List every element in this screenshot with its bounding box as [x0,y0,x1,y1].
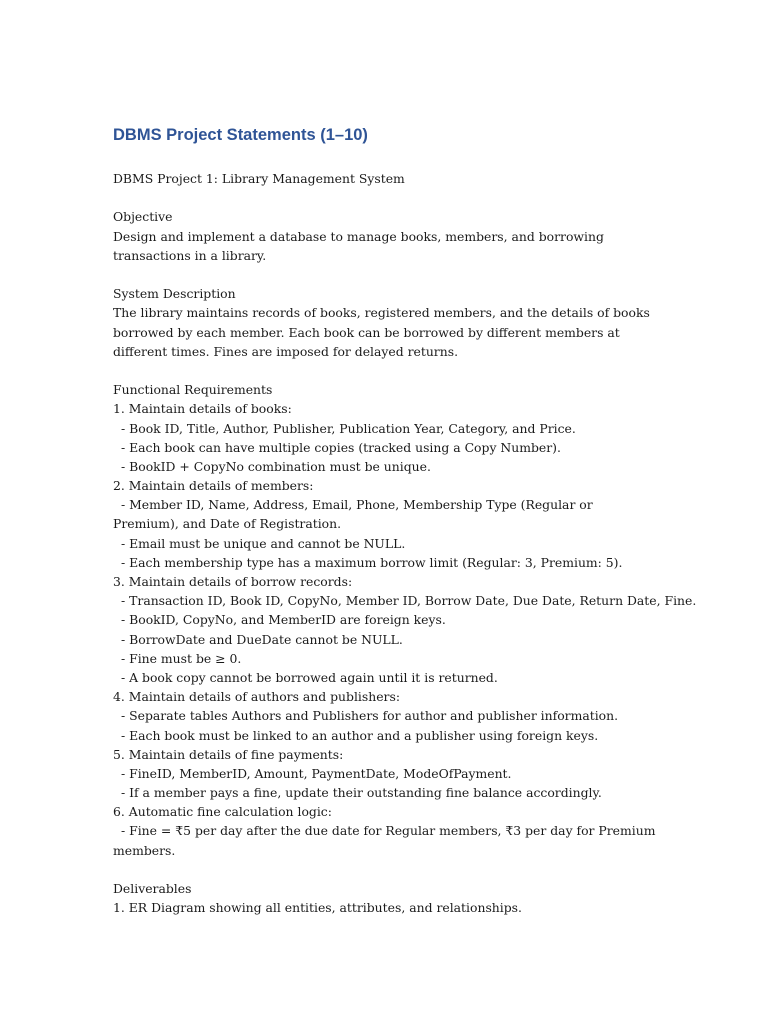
document-content [113,124,697,917]
spacer [113,361,658,380]
requirement-detail: - Member ID, Name, Address, Email, Phone, Membership Type (Regular or Premium), and Date of Registration. [113,497,593,532]
spacer [113,860,658,879]
document-title: DBMS Project Statements (1–10) [113,126,368,144]
requirement-detail: - Each book must be linked to an author and a publisher using foreign keys. [121,727,599,743]
spacer [113,265,658,284]
requirement-item: 5. Maintain details of fine payments: [113,746,344,762]
system-description-text: The library maintains records of books, registered members, and the details of books borrowed by each member. Each book can be borrowed by different members at different times. Fines are imposed for delayed returns. [113,305,650,359]
objective-heading: Objective [113,209,173,225]
requirement-item: 3. Maintain details of borrow records: [113,574,353,590]
requirement-detail: - Book ID, Title, Author, Publisher, Publication Year, Category, and Price. [121,420,576,436]
requirement-detail: - BookID, CopyNo, and MemberID are foreign keys. [121,612,446,628]
requirement-detail: - Email must be unique and cannot be NULL. [121,535,406,551]
requirement-detail: - Fine must be ≥ 0. [121,650,242,666]
spacer [113,188,658,207]
requirement-detail: - A book copy cannot be borrowed again until it is returned. [121,669,498,685]
requirement-detail: - BorrowDate and DueDate cannot be NULL. [121,631,403,647]
requirement-detail: - Each membership type has a maximum borrow limit (Regular: 3, Premium: 5). [121,554,623,570]
requirement-detail: - Transaction ID, Book ID, CopyNo, Member ID, Borrow Date, Due Date, Return Date, Fine. [121,593,697,609]
requirement-item: 6. Automatic fine calculation logic: [113,804,332,820]
requirement-detail: - FineID, MemberID, Amount, PaymentDate, ModeOfPayment. [121,765,512,781]
requirement-detail: - Each book can have multiple copies (tracked using a Copy Number). [121,439,561,455]
requirement-detail: - Fine = ₹5 per day after the due date for Regular members, ₹3 per day for Premium members. [113,823,656,858]
objective-text: Design and implement a database to manage books, members, and borrowing transactions in a library. [113,228,604,263]
document-body [113,169,697,917]
system-description-heading: System Description [113,286,236,302]
requirement-item: 1. Maintain details of books: [113,401,292,417]
deliverable-item: 1. ER Diagram showing all entities, attributes, and relationships. [113,900,522,916]
requirement-detail: - If a member pays a fine, update their outstanding fine balance accordingly. [121,785,602,801]
requirement-detail: - BookID + CopyNo combination must be unique. [121,458,431,474]
functional-requirements-heading: Functional Requirements [113,382,273,398]
deliverables-heading: Deliverables [113,881,192,897]
requirement-detail: - Separate tables Authors and Publishers for author and publisher information. [121,708,619,724]
requirement-item: 2. Maintain details of members: [113,478,314,494]
project-heading: DBMS Project 1: Library Management System [113,171,405,186]
requirement-item: 4. Maintain details of authors and publishers: [113,689,401,705]
